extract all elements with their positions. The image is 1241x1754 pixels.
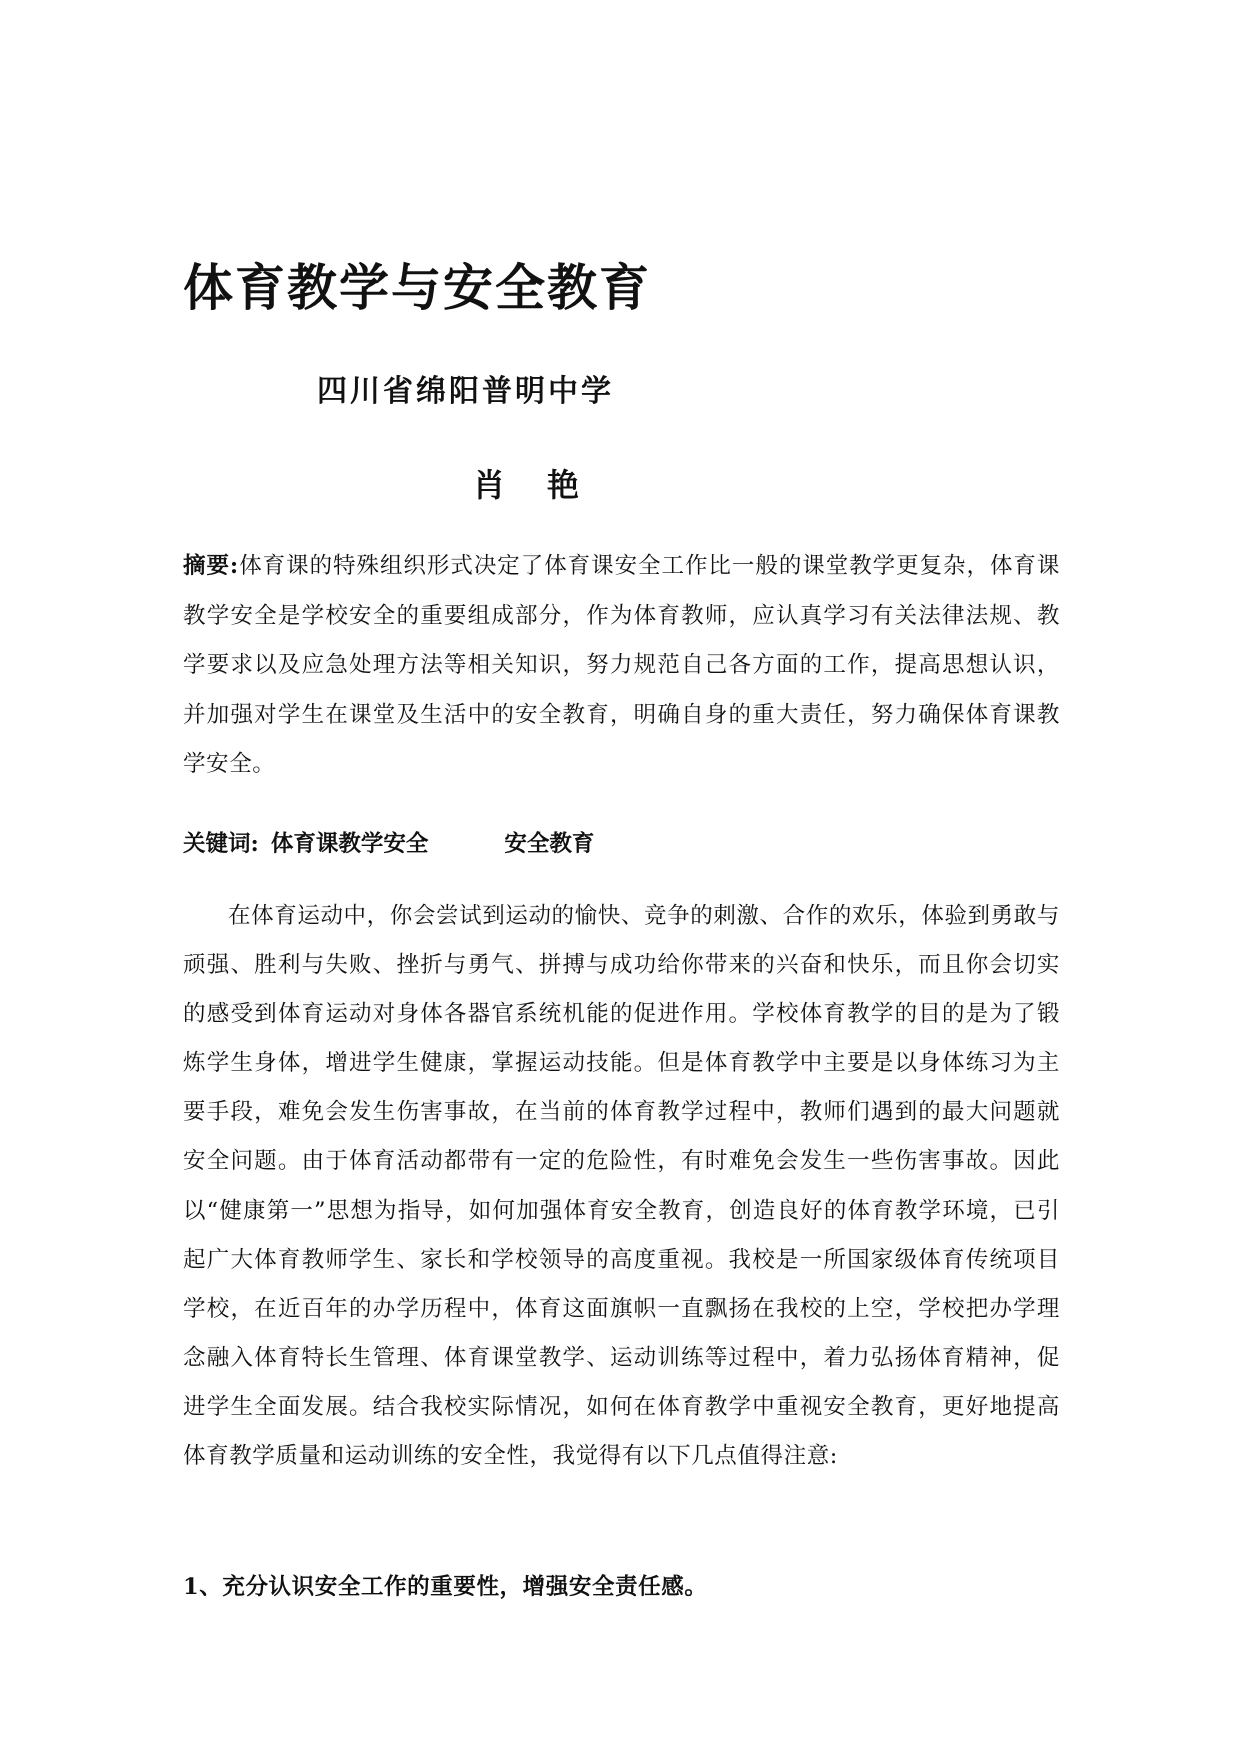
- intro-paragraph: 在体育运动中，你会尝试到运动的愉快、竞争的刺激、合作的欢乐，体验到勇敢与顽强、胜利与失败、挫折与勇气、拼搏与成功给你带来的兴奋和快乐，而且你会切实的感受到体育运动对身体各器官系统机能的促进作用。学校体育教学的目的是为了锻炼学生身体，增进学生健康，掌握运动技能。但是体育教学中主要是以身体练习为主要手段，难免会发生伤害事故，在当前的体育教学过程中，教师们遇到的最大问题就安全问题。由于体育活动都带有一定的危险性，有时难免会发生一些伤害事故。因此以“健康第一”思想为指导，如何加强体育安全教育，创造良好的体育教学环境，已引起广大体育教师学生、家长和学校领导的高度重视。我校是一所国家级体育传统项目学校，在近百年的办学历程中，体育这面旗帜一直飘扬在我校的上空，学校把办学理念融入体育特长生管理、体育课堂教学、运动训练等过程中，着力弘扬体育精神，促进学生全面发展。结合我校实际情况，如何在体育教学中重视安全教育，更好地提高体育教学质量和运动训练的安全性，我觉得有以下几点值得注意:: [183, 903, 1060, 1470]
- keyword-item: 体育课教学安全: [270, 831, 429, 857]
- abstract-paragraph: [183, 542, 1060, 790]
- keyword-item: 安全教育: [504, 831, 595, 857]
- abstract-label: 摘要:: [183, 553, 239, 579]
- section-heading: 1、充分认识安全工作的重要性，增强安全责任感。: [183, 1574, 708, 1600]
- document-title: 体育教学与安全教育: [183, 258, 651, 317]
- keywords-label: 关键词:: [183, 831, 259, 857]
- abstract-text: 体育课的特殊组织形式决定了体育课安全工作比一般的课堂教学更复杂，体育课教学安全是学校安全的重要组成部分，作为体育教师，应认真学习有关法律法规、教学要求以及应急处理方法等相关知识，努力规范自己各方面的工作，提高思想认识，并加强对学生在课堂及生活中的安全教育，明确自身的重大责任，努力确保体育课教学安全。: [183, 553, 1060, 777]
- author-name: [473, 460, 579, 506]
- author-name-first: 肖: [473, 466, 506, 504]
- school-name: 四川省绵阳普明中学: [317, 374, 614, 409]
- keywords-line: [183, 820, 594, 870]
- author-name-second: 艳: [547, 466, 580, 504]
